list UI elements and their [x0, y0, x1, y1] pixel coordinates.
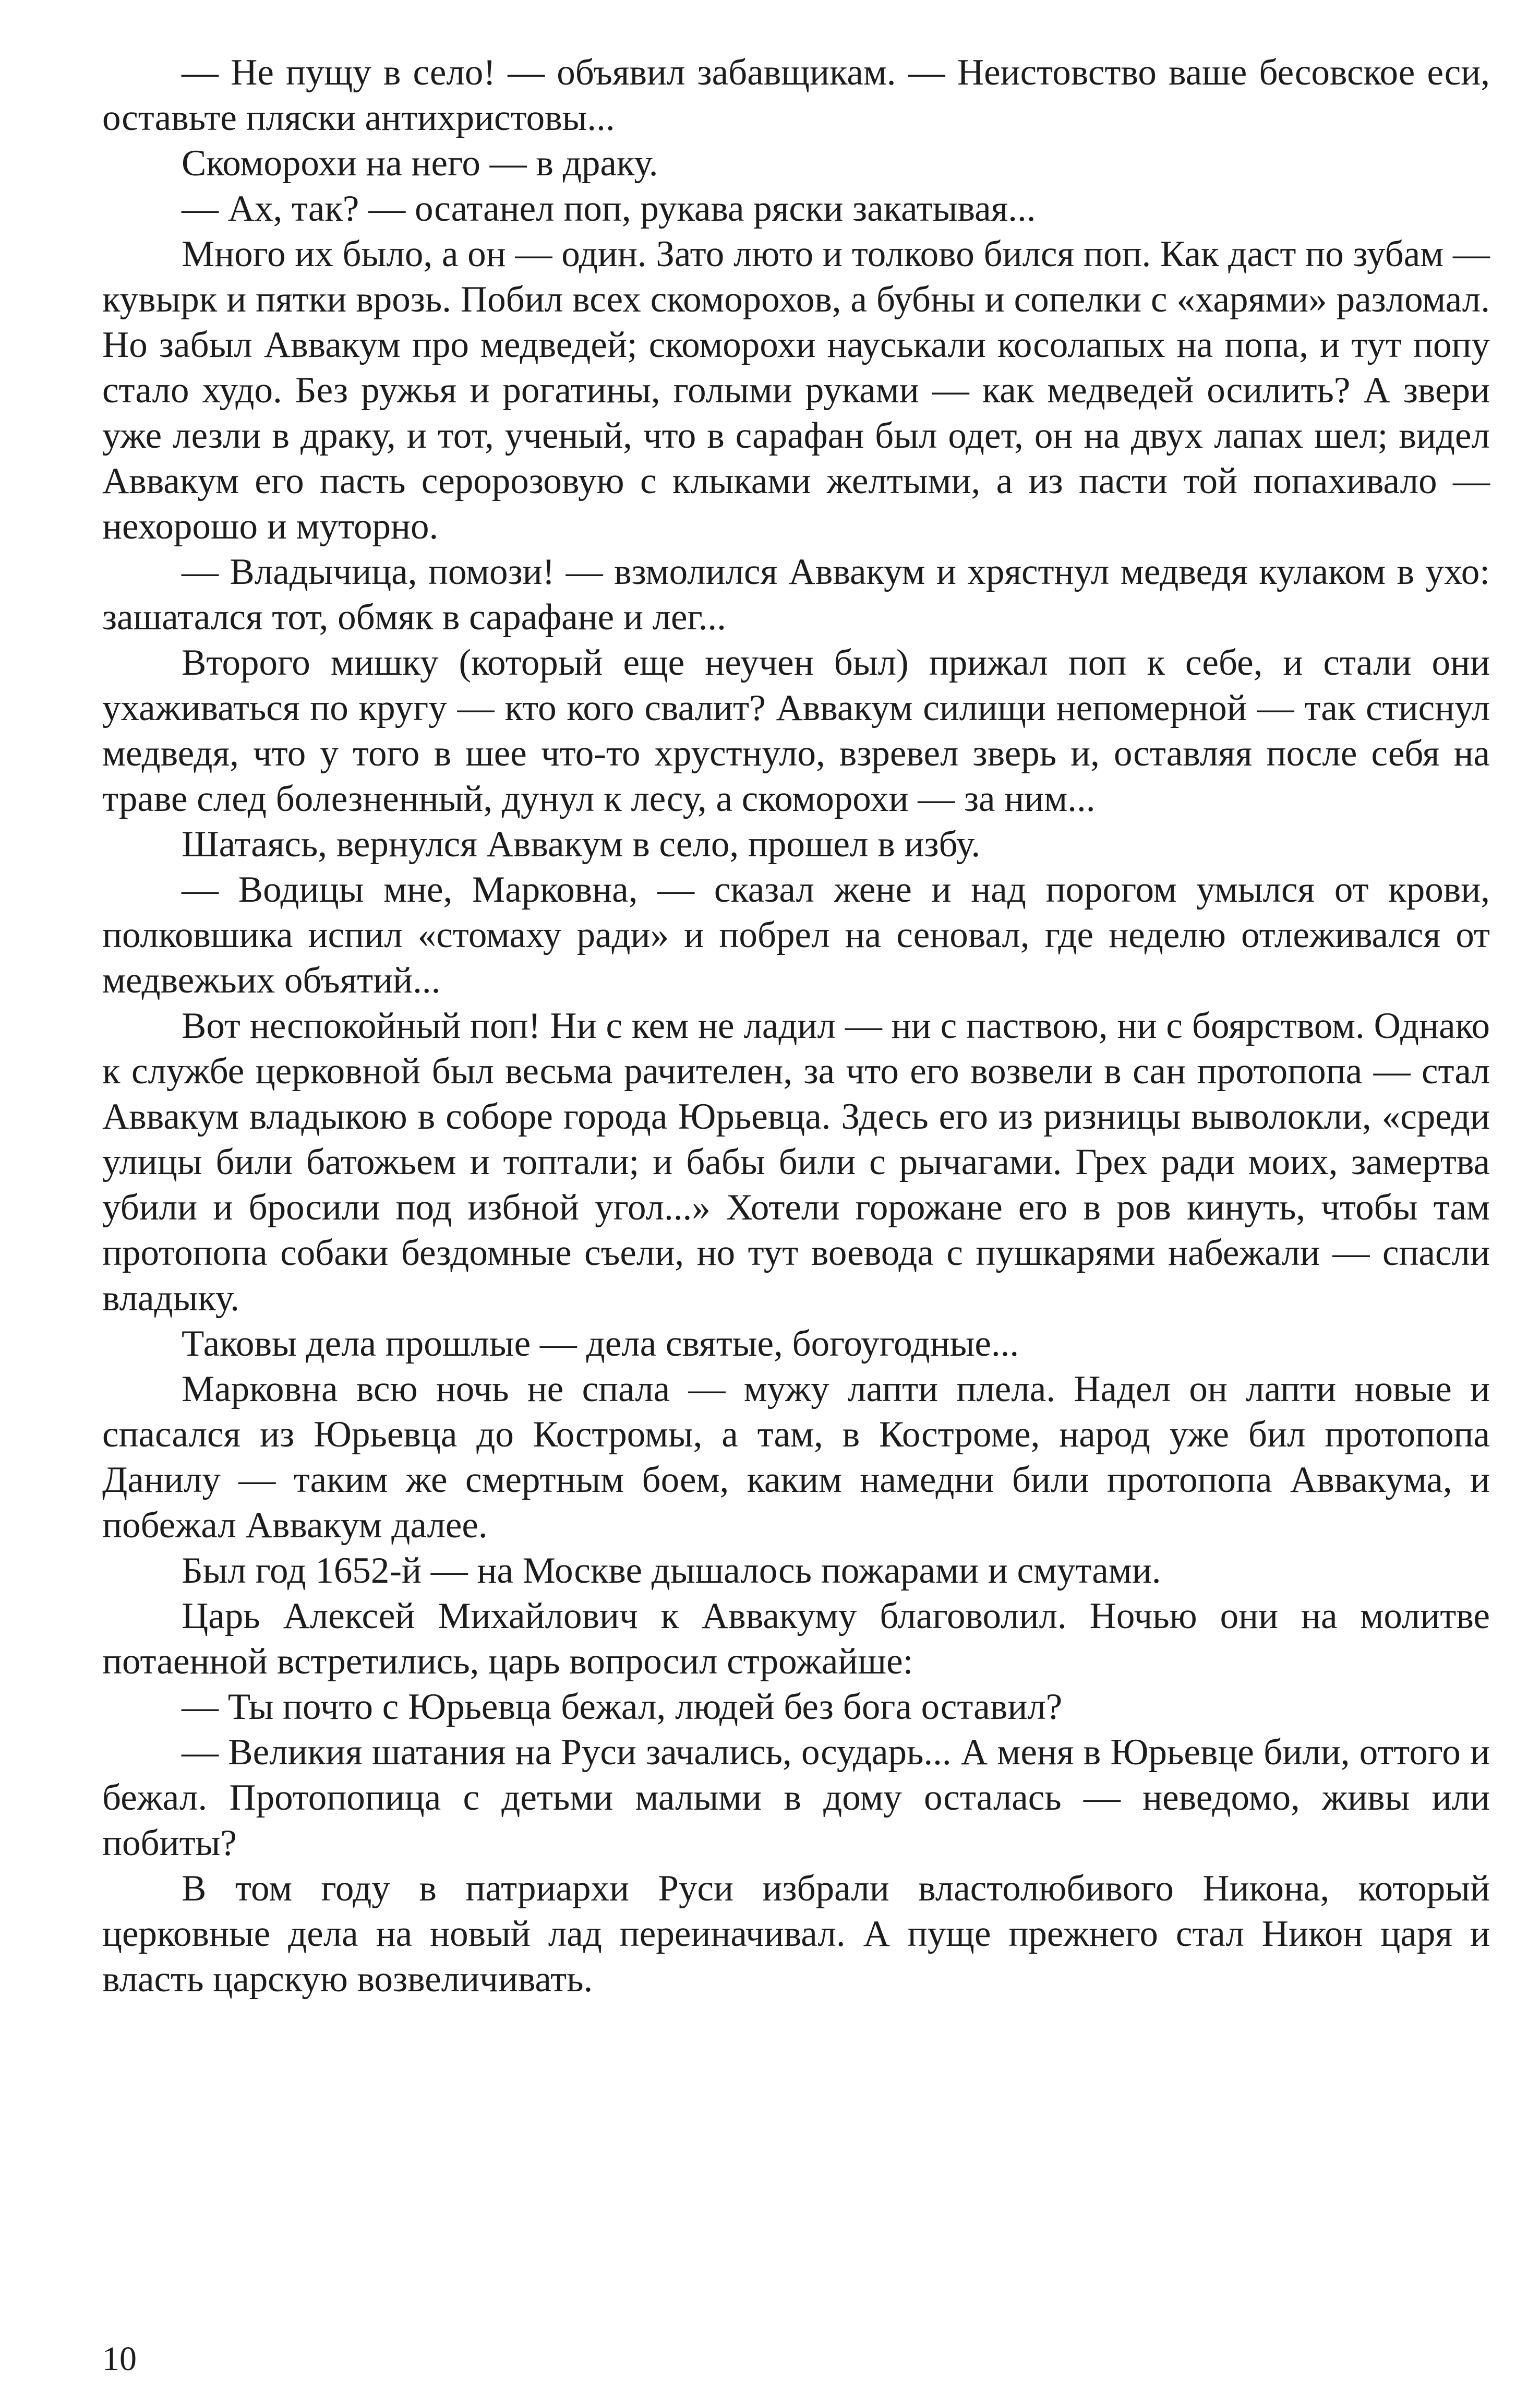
- paragraph-7: Шатаясь, вернулся Аввакум в село, прошел в избу.: [182, 824, 981, 865]
- paragraph-8: — Водицы мне, Марковна, — сказал жене и над порогом умылся от крови, полковшика испил «стомаху ради» и побрел на сеновал, где неделю отлеживался от медвежьих объятий...: [102, 869, 1490, 1001]
- paragraph-6: Второго мишку (который еще неучен был) прижал поп к себе, и стали они ухаживаться по кругу — кто кого свалит? Аввакум силищи непомерной — так стиснул медведя, что у того в шее что-то хрустнуло, взревел зверь и, оставляя после себя на траве след болезненный, дунул к лесу, а скоморохи — за ним...: [102, 642, 1490, 819]
- paragraph-3: — Ах, так? — осатанел поп, рукава ряски закатывая...: [182, 188, 1036, 229]
- paragraph-12: Был год 1652-й — на Москве дышалось пожарами и смутами.: [182, 1550, 1161, 1591]
- paragraph-5: — Владычица, помози! — взмолился Аввакум и хрястнул медведя кулаком в ухо: зашатался тот, обмяк в сарафане и лег...: [102, 552, 1490, 638]
- paragraph-1: — Не пущу в село! — объявил забавщикам. — Неистовство ваше бесовское еси, оставьте пляски антихристовы...: [102, 52, 1490, 138]
- paragraph-15: — Великия шатания на Руси зачались, осударь... А меня в Юрьевце били, оттого и бежал. Протопопица с детьми малыми в дому осталась — неведомо, живы или побиты?: [102, 1732, 1490, 1863]
- page-number: 10: [102, 2340, 137, 2378]
- paragraph-10: Таковы дела прошлые — дела святые, богоугодные...: [182, 1323, 1019, 1364]
- paragraph-11: Марковна всю ночь не спала — мужу лапти плела. Надел он лапти новые и спасался из Юрьевца до Костромы, а там, в Костроме, народ уже бил протопопа Данилу — таким же смертным боем, каким намедни били протопопа Аввакума, и побежал Аввакум далее.: [102, 1369, 1490, 1546]
- paragraph-2: Скоморохи на него — в драку.: [182, 143, 658, 184]
- paragraph-4: Много их было, а он — один. Зато люто и толково бился поп. Как даст по зубам — кувырк и пятки врозь. Побил всех скоморохов, а бубны и сопелки с «харями» разломал. Но забыл Аввакум про медведей; скоморохи науськали косолапых на попа, и тут попу стало худо. Без ружья и рогатины, голыми руками — как медведей осилить? А звери уже лезли в драку, и тот, ученый, что в сарафан был одет, он на двух лапах шел; видел Аввакум его пасть серорозовую с клыками желтыми, а из пасти той попахивало — нехорошо и муторно.: [102, 234, 1490, 547]
- paragraph-14: — Ты почто с Юрьевца бежал, людей без бога оставил?: [182, 1687, 1063, 1727]
- book-page: [102, 50, 1490, 2378]
- paragraph-13: Царь Алексей Михайлович к Аввакуму благоволил. Ночью они на молитве потаенной встретились, царь вопросил строжайше:: [102, 1596, 1490, 1682]
- paragraph-9: Вот неспокойный поп! Ни с кем не ладил — ни с паствою, ни с боярством. Однако к службе церковной был весьма рачителен, за что его возвели в сан протопопа — стал Аввакум владыкою в соборе города Юрьевца. Здесь его из ризницы выволокли, «среди улицы били батожьем и топтали; и бабы били с рычагами. Грех ради моих, замертва убили и бросили под избной угол...» Хотели горожане его в ров кинуть, чтобы там протопопа собаки бездомные съели, но тут воевода с пушкарями набежали — спасли владыку.: [102, 1006, 1490, 1319]
- paragraph-16: В том году в патриархи Руси избрали властолюбивого Никона, который церковные дела на новый лад переиначивал. А пуще прежнего стал Никон царя и власть царскую возвеличивать.: [102, 1868, 1490, 2000]
